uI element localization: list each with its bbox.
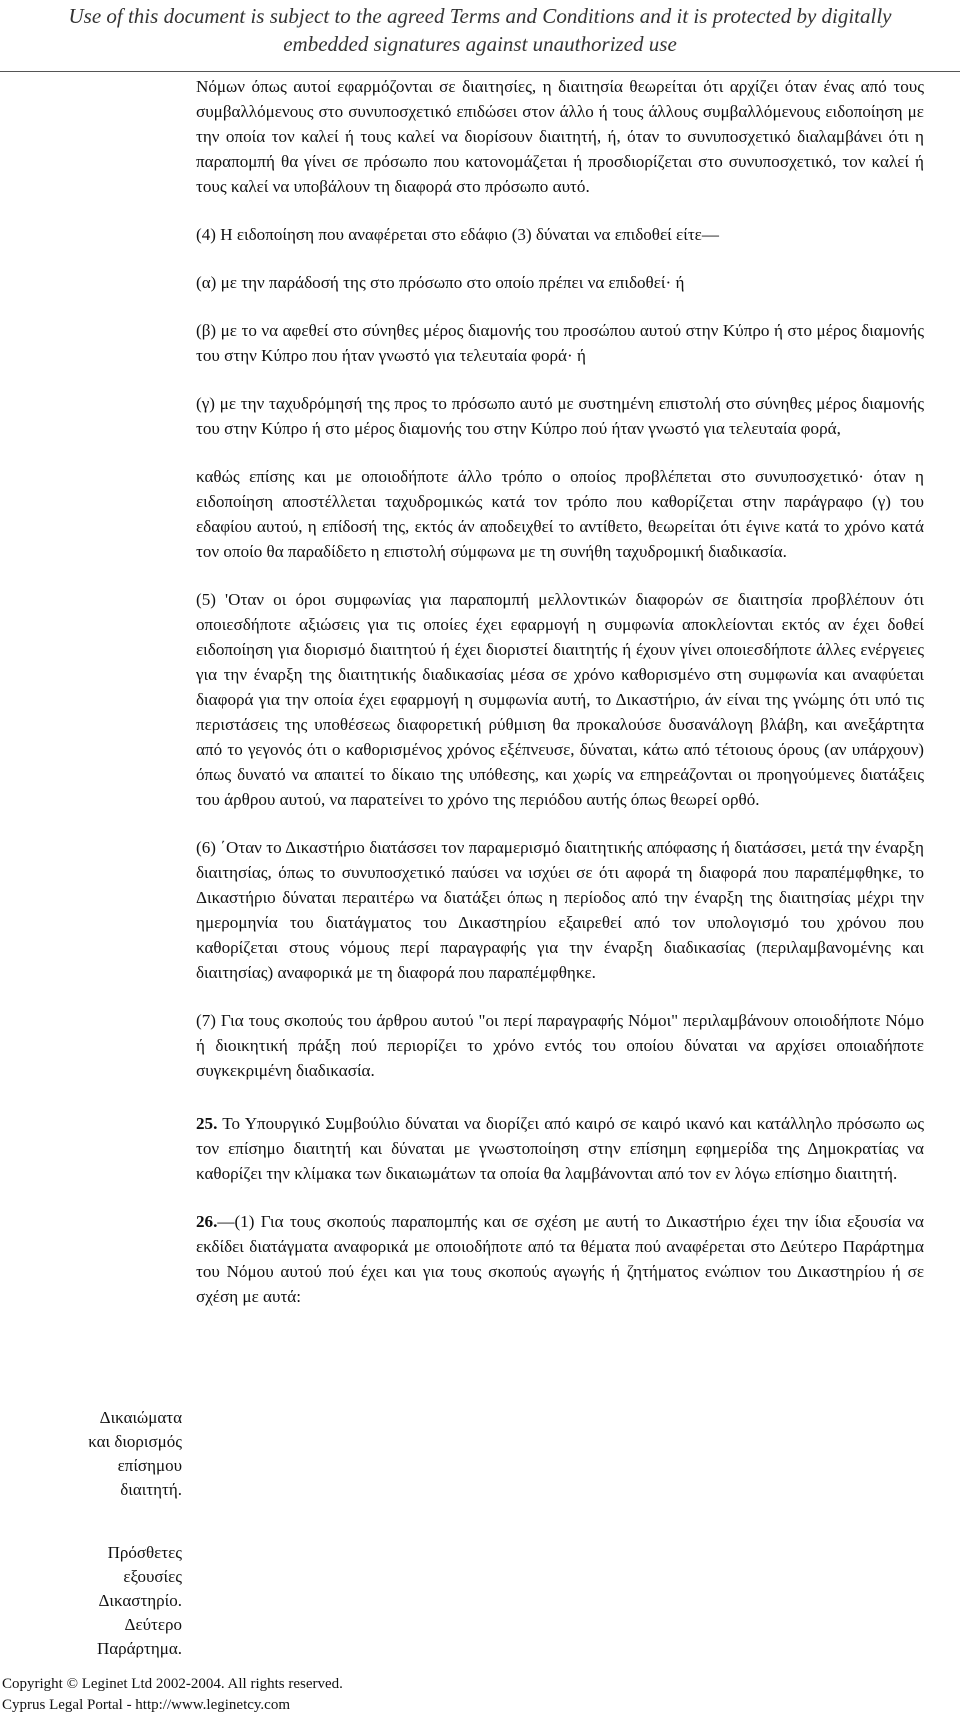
margin-note-section-25 xyxy=(40,1406,182,1502)
margin-note-line: και διορισμός xyxy=(88,1432,182,1451)
section-26 xyxy=(196,1209,924,1309)
section-25-number: 25. xyxy=(196,1114,218,1133)
document-body xyxy=(196,74,924,1332)
portal-link[interactable]: Cyprus Legal Portal - http://www.leginetcy.com xyxy=(2,1697,290,1713)
margin-note-line: Δικαιώματα xyxy=(99,1408,182,1427)
paragraph-intro: Νόμων όπως αυτοί εφαρμόζονται σε διαιτησίες, η διαιτησία θεωρείται ότι αρχίζει όταν ένας από τους συμβαλλόμενους στο συνυποσχετικό επιδώσει στον άλλο ή τους άλλους συμβαλλόμενους ειδοποίηση με την οποία τον καλεί ή τους καλεί να διορίσουν διαιτητή, ή, όταν το συνυποσχετικό διαλαμβάνει ότι η παραπομπή θα γίνει σε πρόσωπο που κατονομάζεται ή προσδιορίζεται στο συνυποσχετικό, τον καλεί ή τους καλεί να υποβάλουν τη διαφορά στο πρόσωπο αυτό. xyxy=(196,77,924,196)
paragraph-4: (4) Η ειδοποίηση που αναφέρεται στο εδάφιο (3) δύναται να επιδοθεί είτε— xyxy=(196,225,719,244)
margin-note-line: Δεύτερο xyxy=(124,1615,182,1634)
margin-note-line: Πρόσθετες xyxy=(107,1543,182,1562)
copyright-notice: Copyright © Leginet Ltd 2002-2004. All rights reserved. xyxy=(2,1676,343,1692)
margin-note-line: εξουσίες xyxy=(123,1567,182,1586)
paragraph-4c: (γ) με την ταχυδρόμησή της προς το πρόσωπο αυτό με συστημένη επιστολή στο σύνηθες μέρος διαμονής του στην Κύπρο ή στο μέρος διαμονής του στην Κύπρο πού ήταν γνωστό για τελευταία φορά, xyxy=(196,394,924,438)
margin-note-line: Δικαστηρίο. xyxy=(98,1591,182,1610)
watermark-banner xyxy=(0,0,960,58)
section-26-text: —(1) Για τους σκοπούς παραπομπής και σε σχέση με αυτή το Δικαστήριο έχει την ίδια εξουσία να εκδίδει διατάγματα αναφορικά με οποιοδήποτε από τα θέματα πού αναφέρεται στο Δεύτερο Παράρτημα του Νόμου αυτού πού έχει και για τους σκοπούς αγωγής ή ζητήματος ενώπιον του Δικαστηρίου ή σε σχέση με αυτά: xyxy=(196,1212,924,1306)
margin-note-line: διαιτητή. xyxy=(120,1480,182,1499)
paragraph-4b: (β) με το να αφεθεί στο σύνηθες μέρος διαμονής του προσώπου αυτού στην Κύπρο ή στο μέρος διαμονής του στην Κύπρο που ήταν γνωστό για τελευταία φορά· ή xyxy=(196,321,924,365)
paragraph-4a: (α) με την παράδοσή της στο πρόσωπο στο οποίο πρέπει να επιδοθεί· ή xyxy=(196,273,685,292)
watermark-line-2: embedded signatures against unauthorized use xyxy=(283,32,677,56)
paragraph-7: (7) Για τους σκοπούς του άρθρου αυτού "οι περί παραγραφής Νόμοι" περιλαμβάνουν οποιοδήποτε Νόμο ή διοικητική πράξη πού περιορίζει το χρόνο εντός του οποίου δύναται να αρχίσει οποιαδήποτε συγκεκριμένη διαδικασία. xyxy=(196,1011,924,1080)
header-divider xyxy=(0,71,960,72)
margin-note-section-26 xyxy=(40,1541,182,1661)
paragraph-4-tail: καθώς επίσης και με οποιοδήποτε άλλο τρόπο ο οποίος προβλέπεται στο συνυποσχετικό· όταν η ειδοποίηση αποστέλλεται ταχυδρομικώς κατά τον τρόπο που καθορίζεται στην παράγραφο (γ) του εδαφίου αυτού, η επίδοσή της, εκτός άν αποδειχθεί το αντίθετο, θεωρείται ότι έγινε κατά το χρόνο κατά τον οποίο θα παραδίδετο η επιστολή σύμφωνα με τη συνήθη ταχυδρομική διαδικασία. xyxy=(196,467,924,561)
section-25 xyxy=(196,1111,924,1186)
section-26-number: 26. xyxy=(196,1212,218,1231)
watermark-line-1: Use of this document is subject to the agreed Terms and Conditions and it is protected by digitally xyxy=(68,4,892,28)
section-25-text: Το Υπουργικό Συμβούλιο δύναται να διορίζει από καιρό σε καιρό ικανό και κατάλληλο πρόσωπο ως τον επίσημο διαιτητή και δύναται με γνωστοποίηση στην επίσημη εφημερίδα της Δημοκρατίας να καθορίζει την κλίμακα των δικαιωμάτων τα οποία θα λαμβάνονται από τον εν λόγω επίσημο διαιτητή. xyxy=(196,1114,924,1183)
paragraph-5: (5) 'Οταν οι όροι συμφωνίας για παραπομπή μελλοντικών διαφορών σε διαιτησία προβλέπουν ότι οποιεσδήποτε αξιώσεις για τις οποίες έχει εφαρμογή η συμφωνία αποκλείονται εκτός αν έχει δοθεί ειδοποίηση για διορισμό διαιτητού ή έχει διοριστεί διαιτητής ή έχουν γίνει οποιεσδήποτε άλλες ενέργειες για την έναρξη της διαιτητικής διαδικασίας μέσα σε χρόνο καθορισμένο στη συμφωνία και αναφύεται διαφορά για την οποία έχει εφαρμογή η συμφωνία αυτή, το Δικαστήριο, άν είναι της γνώμης ότι υπό τις περιστάσεις της υποθέσεως διαφορετική ρύθμιση θα προκαλούσε δυσανάλογη βλάβη, και ανεξάρτητα από το γεγονός ότι ο καθορισμένος χρόνος εξέπνευσε, δύναται, κάτω από τέτοιους όρους (αν υπάρχουν) όπως δυνατό να απαιτεί το δίκαιο της υπόθεσης, και χωρίς να επηρεάζονται οι προηγούμενες διατάξεις του άρθρου αυτού, να παρατείνει το χρόνο της περιόδου αυτής όπως θεωρεί ορθό. xyxy=(196,590,924,809)
footer xyxy=(2,1674,343,1716)
margin-note-line: Παράρτημα. xyxy=(96,1639,182,1658)
margin-note-line: επίσημου xyxy=(117,1456,182,1475)
paragraph-6: (6) ΄Οταν το Δικαστήριο διατάσσει τον παραμερισμό διαιτητικής απόφασης ή διατάσσει, μετά την έναρξη διαιτησίας, όπως το συνυποσχετικό παύσει να ισχύει σε ότι αφορά τη διαφορά που παραπέμφθηκε, το Δικαστήριο δύναται περαιτέρω να διατάξει όπως η περίοδος από την έναρξη της διαιτησίας μέχρι την ημερομηνία του διατάγματος του Δικαστηρίου εξαιρεθεί από τον υπολογισμό του χρόνου που καθορίζεται στους νόμους περί παραγραφής για την έναρξη διαδικασίας (περιλαμβανομένης και διαιτησίας) αναφορικά με τη διαφορά που παραπέμφθηκε. xyxy=(196,838,924,982)
